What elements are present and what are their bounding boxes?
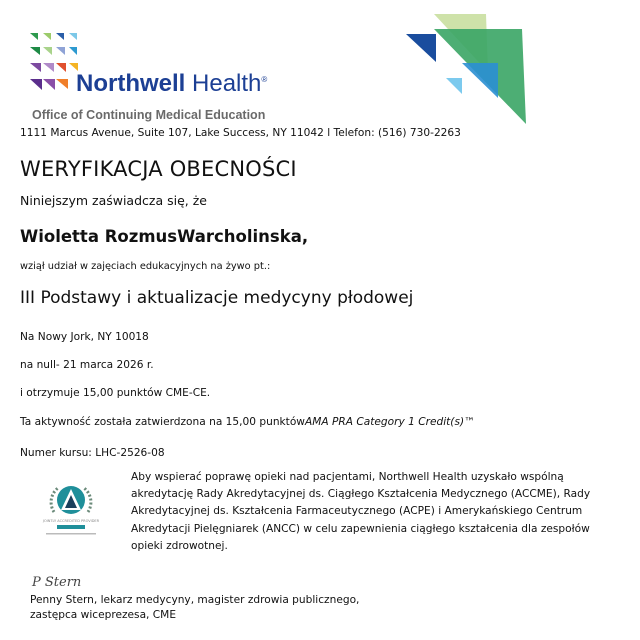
- accreditation-statement: Aby wspierać poprawę opieki nad pacjentami, Northwell Health uzyskało wspólną akredytację Rady Akredytacyjnej ds. Ciągłego Kształcenia Medycznego (ACCME), Rady Akredytacyjnej ds. Kształcenia Farmaceutycznego (ACPE) i Amerykańskiego Centrum Akredytacji Pielęgniarek (ANCC) w celu zapewnienia ciągłego kształcenia dla zespołów opieki zdrowotnej.: [131, 471, 591, 552]
- intro-text: Niniejszym zaświadcza się, że: [20, 193, 207, 208]
- brand-bold: Northwell: [76, 70, 186, 97]
- course-title: III Podstawy i aktualizacje medycyny płodowej: [20, 288, 414, 308]
- approval-prefix: Ta aktywność została zatwierdzona na 15,00 punktów: [20, 416, 305, 428]
- location: Na Nowy Jork, NY 10018: [20, 331, 149, 343]
- signatory-line-1: Penny Stern, lekarz medycyny, magister zdrowia publicznego,: [30, 594, 360, 606]
- date: na null- 21 marca 2026 r.: [20, 359, 154, 371]
- brand-name: [76, 70, 267, 98]
- approval: [20, 416, 475, 428]
- approval-credit-type: AMA PRA Category 1 Credit(s): [304, 416, 465, 428]
- signature-text: P Stern: [32, 575, 82, 590]
- northwell-logo-mark-icon: [30, 33, 80, 91]
- office-name: Office of Continuing Medical Education: [32, 108, 266, 122]
- participation-text: wziął udział w zajęciach edukacyjnych na żywo pt.:: [20, 261, 271, 272]
- address: 1111 Marcus Avenue, Suite 107, Lake Success, NY 11042 l Telefon: (516) 730-2263: [20, 127, 461, 139]
- trademark: ™: [464, 416, 475, 428]
- brand-mark: ®: [261, 75, 268, 84]
- credits: i otrzymuje 15,00 punktów CME-CE.: [20, 387, 211, 399]
- signatory-line-2: zastępca wiceprezesa, CME: [30, 609, 177, 621]
- certificate-title: WERYFIKACJA OBECNOŚCI: [20, 157, 297, 181]
- joint-accreditation-seal-icon: [38, 482, 104, 538]
- brand-light: Health: [192, 70, 262, 97]
- signature-icon: [30, 570, 90, 592]
- decorative-triangles-icon: [404, 12, 529, 127]
- participant-name: Wioletta RozmusWarcholinska,: [20, 227, 309, 246]
- course-number: Numer kursu: LHC-2526-08: [20, 447, 165, 459]
- seal-text: JOINTLY ACCREDITED PROVIDER: [42, 519, 100, 523]
